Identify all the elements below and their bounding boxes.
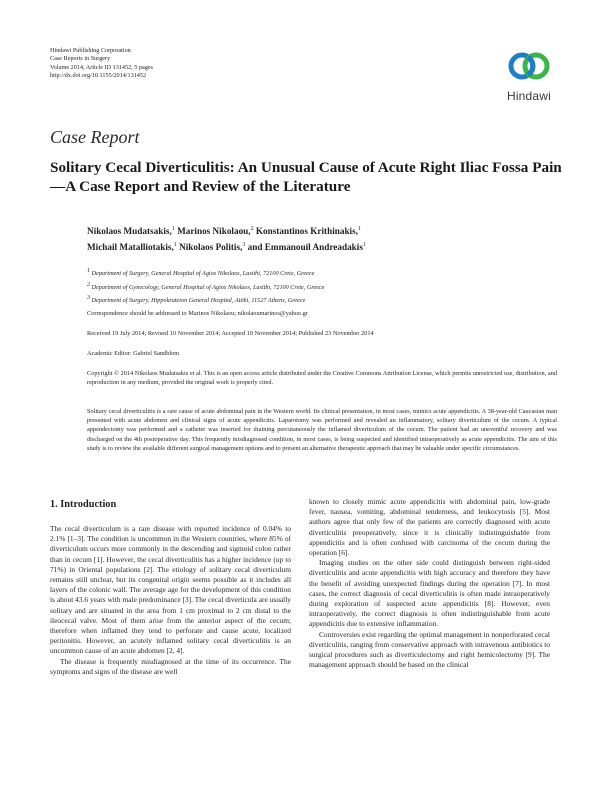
affiliation-item: $^3$ Department of Surgery, Hippokrateion General Hospital, Attiki, 11527 Athens, Greece xyxy=(87,295,306,305)
volume-info: Volume 2014, Article ID 131452, 5 pages xyxy=(50,63,153,71)
journal-name: Case Reports in Surgery xyxy=(50,55,111,63)
paragraph: known to closely mimic acute appendicitis with abdominal pain, low-grade fever, nausea, vomiting, abdominal tenderness, and leukocytosis [5]. Most authors agree that only few of the patients are correctly diagnosed with acute diverticulitis preoperatively, since it is clinically indistinguishable from appendicitis and is often confused with carcinoma of the cecum during the operation [6]. xyxy=(309,497,550,558)
author-name: Michail Matalliotakis,$^1$ xyxy=(87,242,177,253)
correspondence: Correspondence should be addressed to Marinos Nikolaou; nikolaoumarinos@yahoo.gr xyxy=(87,310,308,317)
author-list xyxy=(87,222,557,254)
logo-text: Hindawi xyxy=(506,89,552,103)
section-heading: 1. Introduction xyxy=(50,499,117,510)
paragraph: Controversies exist regarding the optimal management in nonperforated cecal diverticulitis, ranging from conservative approach with intravenous antibiotics to surgical procedures such as diverticulectomy and right hemicolectomy [9]. The management approach should be based on the clinical xyxy=(309,629,550,670)
publisher-name: Hindawi Publishing Corporation xyxy=(50,47,131,54)
hindawi-logo xyxy=(497,44,561,106)
article-type: Case Report xyxy=(50,127,140,147)
author-name: and Emmanouil Andreadakis$^1$ xyxy=(247,242,366,253)
body-column-right xyxy=(309,497,550,670)
abstract: Solitary cecal diverticulitis is a rare cause of acute abdominal pain in the Western world. Its clinical presentation, in most cases, mimics acute appendicitis. A 38-year-old Caucasian man presented with acute abdomen and clinical signs of acute appendicitis. Laparotomy was performed and revealed an inflammatory, solitary diverticulum of the cecum. A typical appendectomy was performed and a catheter was inserted for draining percutaneously the inflamed diverticulum of the cecum. The patient had an uneventful recovery and was discharged on the 4th postoperative day. This frequently misdiagnosed condition, in most cases, is being suspected and identified intraoperatively as acute appendicitis. The aim of this study is to review the available different surgical management options and to present an alternative therapeutic approach that may be valuable under specific circumstances. xyxy=(87,408,557,452)
journal-header xyxy=(50,47,153,81)
academic-editor: Academic Editor: Gabriel Sandblom xyxy=(87,350,180,357)
paragraph: Imaging studies on the other side could distinguish between right-sided diverticulitis and acute appendicitis with high accuracy and therefore they have the benefit of avoiding unexpected findings during the operation [7]. In most cases, the correct diagnosis of cecal diverticulitis is often made intraoperatively during exploration of suspected acute appendicitis [8]. However, even intraoperatively, the correct diagnosis is often indistinguishable from acute appendicitis due to extensive inflammation. xyxy=(309,558,550,629)
affiliations xyxy=(87,266,557,307)
paragraph: The disease is frequently misdiagnosed at the time of its occurrence. The symptoms and signs of the disease are well xyxy=(50,656,291,676)
author-name: Konstantinos Krithinakis,$^1$ xyxy=(255,226,361,237)
paragraph: The cecal diverticulum is a rare disease with reported incidence of 0.04% to 2.1% [1–3]. The condition is uncommon in the Western countries, where 85% of diverticulum occurs more commonly in the descending and sigmoid colon rather than in cecum [1]. However, the cecal diverticulitis has a higher incidence (up to 71%) in Oriental populations [2]. The etiology of solitary cecal diverticulum remains still unclear, but its congenital origin seems possible as it includes all layers of the colonic wall. The average age for the development of this condition is about 43.6 years with male predominance [3]. The cecal diverticula are usually solitary and are situated in the area from 1 cm proximal to 2 cm distal to the ileocecal valve. Most of them arise from the anterior aspect of the cecum; therefore when inflamed they tend to perforate and cause acute, localized peritonitis. However, an acutely inflamed solitary cecal diverticulitis is an uncommon cause of an acute abdomen [2, 4]. xyxy=(50,524,291,656)
copyright-notice: Copyright © 2014 Nikolaos Mudatsakis et al. This is an open access article distributed under the Creative Commons Attribution License, which permits unrestricted use, distribution, and reproduction in any medium, provided the original work is properly cited. xyxy=(87,370,557,387)
affiliation-item: $^1$ Department of Surgery, General Hospital of Agios Nikolaos, Lasithi, 72100 Crete, Greece xyxy=(87,268,315,278)
article-title: Solitary Cecal Diverticulitis: An Unusual Cause of Acute Right Iliac Fossa Pain—A Case Report and Review of the Literature xyxy=(50,159,562,195)
affiliation-item: $^2$ Department of Gynecology, General Hospital of Agios Nikolaos, Lasithi, 72100 Crete, Greece xyxy=(87,281,325,291)
body-column-left xyxy=(50,497,291,677)
publication-dates: Received 19 July 2014; Revised 10 November 2014; Accepted 10 November 2014; Published 23 November 2014 xyxy=(87,330,374,337)
author-name: Marinos Nikolaou,$^2$ xyxy=(177,226,254,237)
author-name: Nikolaos Politis,$^3$ xyxy=(179,242,246,253)
hindawi-logo-icon xyxy=(506,44,552,88)
doi-link[interactable]: http://dx.doi.org/10.1155/2014/131452 xyxy=(50,72,147,80)
author-name: Nikolaos Mudatsakis,$^1$ xyxy=(87,226,175,237)
